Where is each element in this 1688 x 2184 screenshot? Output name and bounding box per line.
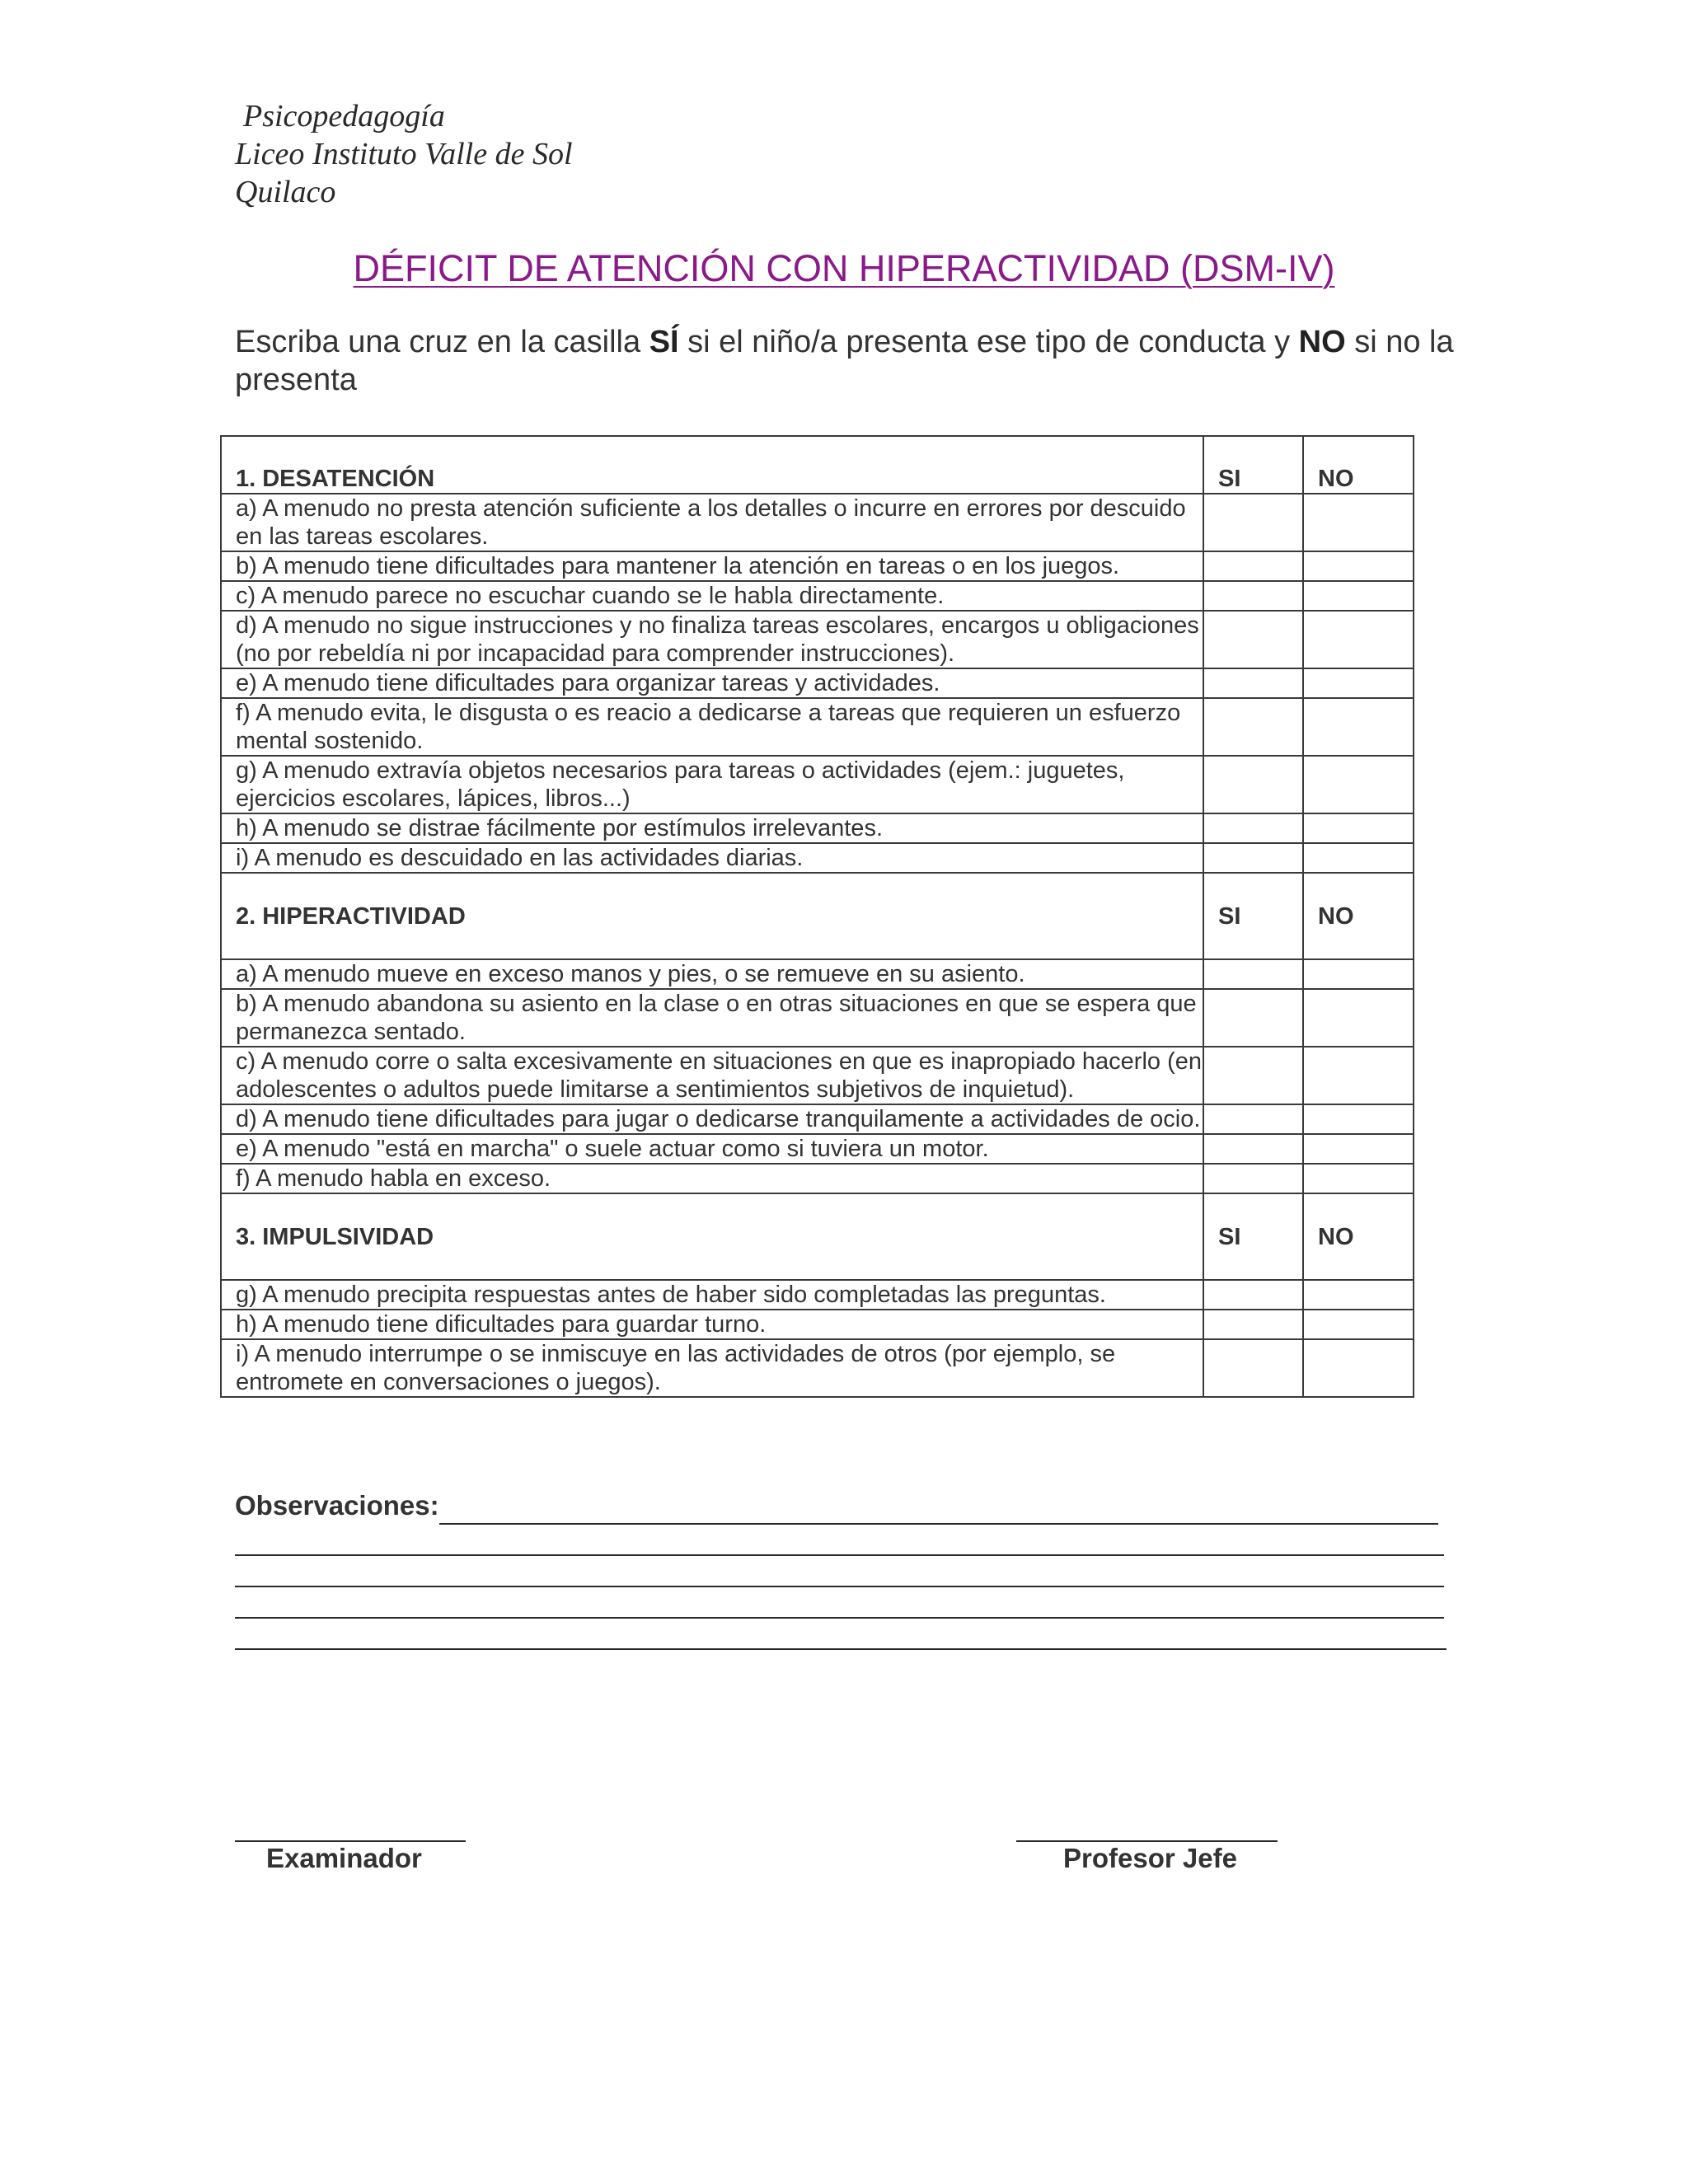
si-checkbox-cell[interactable] — [1203, 611, 1303, 668]
no-checkbox-cell[interactable] — [1303, 1164, 1414, 1193]
column-si-label: SI — [1203, 436, 1303, 494]
no-checkbox-cell[interactable] — [1303, 1280, 1414, 1310]
instructions-no: NO — [1298, 325, 1346, 359]
table-row — [221, 698, 1414, 756]
checklist-table — [220, 435, 1414, 1398]
teacher-label: Profesor Jefe — [1063, 1843, 1237, 1873]
section-title: 1. DESATENCIÓN — [221, 436, 1203, 494]
no-checkbox-cell[interactable] — [1303, 756, 1414, 813]
section-title: 2. HIPERACTIVIDAD — [221, 873, 1203, 959]
observations-line[interactable] — [235, 1586, 1444, 1587]
header-city: Quilaco — [235, 175, 336, 209]
table-row — [221, 813, 1414, 843]
no-checkbox-cell[interactable] — [1303, 494, 1414, 551]
table-row — [221, 959, 1414, 989]
si-checkbox-cell[interactable] — [1203, 1134, 1303, 1164]
si-checkbox-cell[interactable] — [1203, 581, 1303, 611]
table-row — [221, 1047, 1414, 1104]
no-checkbox-cell[interactable] — [1303, 668, 1414, 698]
table-row — [221, 1280, 1414, 1310]
observations-line[interactable] — [235, 1648, 1447, 1650]
table-row — [221, 494, 1414, 551]
table-row — [221, 756, 1414, 813]
table-row — [221, 1339, 1414, 1397]
column-si-label: SI — [1203, 873, 1303, 959]
no-checkbox-cell[interactable] — [1303, 959, 1414, 989]
item-text: i) A menudo interrumpe o se inmiscuye en las actividades de otros (por ejemplo, se entromete en conversaciones o juegos). — [221, 1339, 1203, 1397]
column-no-label: NO — [1303, 873, 1414, 959]
no-checkbox-cell[interactable] — [1303, 1310, 1414, 1339]
item-text: g) A menudo precipita respuestas antes de haber sido completadas las preguntas. — [221, 1280, 1203, 1310]
table-row — [221, 581, 1414, 611]
header-school: Liceo Instituto Valle de Sol — [235, 137, 573, 171]
header-department: Psicopedagogía — [243, 99, 445, 134]
si-checkbox-cell[interactable] — [1203, 1164, 1303, 1193]
si-checkbox-cell[interactable] — [1203, 668, 1303, 698]
column-no-label: NO — [1303, 436, 1414, 494]
si-checkbox-cell[interactable] — [1203, 989, 1303, 1047]
observations-line[interactable] — [439, 1523, 1438, 1525]
table-row — [221, 1104, 1414, 1134]
si-checkbox-cell[interactable] — [1203, 1047, 1303, 1104]
item-text: f) A menudo habla en exceso. — [221, 1164, 1203, 1193]
table-row — [221, 1164, 1414, 1193]
item-text: h) A menudo tiene dificultades para guardar turno. — [221, 1310, 1203, 1339]
column-no-label: NO — [1303, 1193, 1414, 1280]
instructions-part1: Escriba una cruz en la casilla — [235, 325, 649, 359]
table-row — [221, 843, 1414, 873]
table-row — [221, 611, 1414, 668]
si-checkbox-cell[interactable] — [1203, 756, 1303, 813]
si-checkbox-cell[interactable] — [1203, 551, 1303, 581]
document-title: DÉFICIT DE ATENCIÓN CON HIPERACTIVIDAD (DSM-IV) — [353, 247, 1335, 289]
section-header-row — [221, 1193, 1414, 1280]
no-checkbox-cell[interactable] — [1303, 1104, 1414, 1134]
si-checkbox-cell[interactable] — [1203, 1104, 1303, 1134]
table-row — [221, 668, 1414, 698]
item-text: b) A menudo abandona su asiento en la clase o en otras situaciones en que se espera que permanezca sentado. — [221, 989, 1203, 1047]
section-title: 3. IMPULSIVIDAD — [221, 1193, 1203, 1280]
section-header-row — [221, 436, 1414, 494]
no-checkbox-cell[interactable] — [1303, 1047, 1414, 1104]
no-checkbox-cell[interactable] — [1303, 551, 1414, 581]
item-text: e) A menudo tiene dificultades para organizar tareas y actividades. — [221, 668, 1203, 698]
item-text: d) A menudo no sigue instrucciones y no finaliza tareas escolares, encargos u obligaciones (no por rebeldía ni por incapacidad para comprender instrucciones). — [221, 611, 1203, 668]
no-checkbox-cell[interactable] — [1303, 581, 1414, 611]
no-checkbox-cell[interactable] — [1303, 843, 1414, 873]
item-text: d) A menudo tiene dificultades para jugar o dedicarse tranquilamente a actividades de ocio. — [221, 1104, 1203, 1134]
si-checkbox-cell[interactable] — [1203, 959, 1303, 989]
examiner-signature-line[interactable] — [235, 1840, 466, 1842]
observations-line[interactable] — [235, 1617, 1444, 1619]
table-row — [221, 1134, 1414, 1164]
instructions-part2: si el niño/a presenta ese tipo de conducta y — [678, 325, 1299, 359]
no-checkbox-cell[interactable] — [1303, 1134, 1414, 1164]
si-checkbox-cell[interactable] — [1203, 813, 1303, 843]
si-checkbox-cell[interactable] — [1203, 494, 1303, 551]
si-checkbox-cell[interactable] — [1203, 843, 1303, 873]
item-text: c) A menudo corre o salta excesivamente en situaciones en que es inapropiado hacerlo (en adolescentes o adultos puede limitarse a sentimientos subjetivos de inquietud). — [221, 1047, 1203, 1104]
table-row — [221, 1310, 1414, 1339]
item-text: a) A menudo no presta atención suficiente a los detalles o incurre en errores por descuido en las tareas escolares. — [221, 494, 1203, 551]
item-text: h) A menudo se distrae fácilmente por estímulos irrelevantes. — [221, 813, 1203, 843]
section-header-row — [221, 873, 1414, 959]
item-text: a) A menudo mueve en exceso manos y pies, o se remueve en su asiento. — [221, 959, 1203, 989]
teacher-signature-line[interactable] — [1016, 1840, 1278, 1842]
instructions-si: SÍ — [649, 325, 679, 359]
no-checkbox-cell[interactable] — [1303, 989, 1414, 1047]
column-si-label: SI — [1203, 1193, 1303, 1280]
table-row — [221, 989, 1414, 1047]
examiner-label: Examinador — [266, 1843, 422, 1873]
si-checkbox-cell[interactable] — [1203, 698, 1303, 756]
observations-label: Observaciones: — [235, 1490, 439, 1521]
item-text: b) A menudo tiene dificultades para mantener la atención en tareas o en los juegos. — [221, 551, 1203, 581]
item-text: c) A menudo parece no escuchar cuando se le habla directamente. — [221, 581, 1203, 611]
item-text: f) A menudo evita, le disgusta o es reacio a dedicarse a tareas que requieren un esfuerzo mental sostenido. — [221, 698, 1203, 756]
item-text: i) A menudo es descuidado en las actividades diarias. — [221, 843, 1203, 873]
si-checkbox-cell[interactable] — [1203, 1339, 1303, 1397]
observations-line[interactable] — [235, 1554, 1444, 1556]
table-row — [221, 551, 1414, 581]
no-checkbox-cell[interactable] — [1303, 698, 1414, 756]
si-checkbox-cell[interactable] — [1203, 1280, 1303, 1310]
no-checkbox-cell[interactable] — [1303, 813, 1414, 843]
no-checkbox-cell[interactable] — [1303, 611, 1414, 668]
instructions — [235, 323, 1455, 399]
si-checkbox-cell[interactable] — [1203, 1310, 1303, 1339]
item-text: g) A menudo extravía objetos necesarios para tareas o actividades (ejem.: juguetes, ejercicios escolares, lápices, libros...) — [221, 756, 1203, 813]
item-text: e) A menudo "está en marcha" o suele actuar como si tuviera un motor. — [221, 1134, 1203, 1164]
no-checkbox-cell[interactable] — [1303, 1339, 1414, 1397]
instructions-part3: si no la presenta — [235, 325, 1454, 397]
